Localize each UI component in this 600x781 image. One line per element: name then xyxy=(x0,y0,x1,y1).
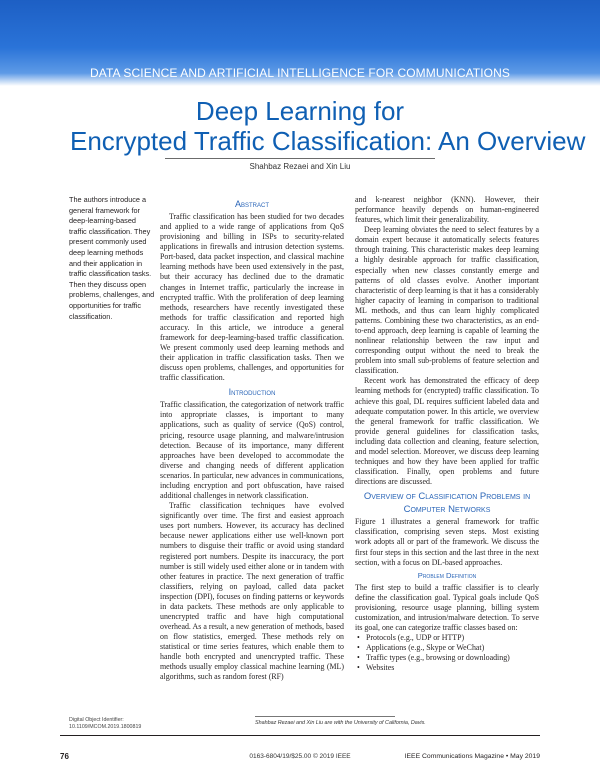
journal-issue: IEEE Communications Magazine • May 2019 xyxy=(404,753,540,760)
section-title: DATA SCIENCE AND ARTIFICIAL INTELLIGENCE FOR COMMUNICATIONS xyxy=(90,66,510,80)
list-item: • Protocols (e.g., UDP or HTTP) xyxy=(357,633,539,643)
doi-block xyxy=(69,717,189,731)
list-item: • Applications (e.g., Skype or WeChat) xyxy=(357,643,539,653)
problem-definition-paragraph: The first step to build a traffic classifier is to clearly define the classification goal. Typical goals include QoS provisioning, resource usage planning, billing system customization, and intrusion/malware detection. To serve its goal, one can categorize traffic classes based on: xyxy=(355,582,539,632)
continued-paragraph: and k-nearest neighbor (KNN). However, their performance heavily depends on human-engineered features, which limit their generalizability. xyxy=(355,195,539,225)
sidebar-line: present commonly used xyxy=(69,237,147,247)
deep-learning-paragraph: Deep learning obviates the need to select features by a domain expert because it automatically selects features through training. This characteristic makes deep learning a highly desirable approach for traffic classification, especially when new classes constantly emerge and patterns of old classes evolve. Another important characteristic of deep learning is that it has a considerably higher capacity of learning in comparison to traditional ML methods, and thus can learn highly complicated patterns. Combining these two characteristics, as an end-to-end approach, deep learning is capable of learning the nonlinear relationship between the raw input and corresponding output without the need to break the problem into small sub-problems of feature selection and classification. xyxy=(355,225,539,376)
overview-paragraph: Figure 1 illustrates a general framework for traffic classification, comprising seven steps. Most existing work adopts all or part of the framework. We discuss the first four steps in this section and the last three in the next section, with a focus on DL-based approaches. xyxy=(355,517,539,567)
sidebar-line: Then they discuss open xyxy=(69,279,147,289)
column-left xyxy=(160,195,344,683)
sidebar-line: classification. xyxy=(69,311,113,321)
list-item: • Websites xyxy=(357,663,539,673)
affiliation-divider xyxy=(255,716,395,717)
intro-paragraph-1: Traffic classification, the categorization of network traffic into appropriate classes, is important to many applications, such as quality of service (QoS) control, pricing, resource usage planning, and malware/intrusion detection. Because of its importance, many different approaches have been developed to accommodate the diverse and changing needs of different application scenarios. In particular, new advances in communications, including encryption and port obfuscation, have raised additional challenges in network classification. xyxy=(160,400,344,501)
problem-definition-heading: Problem Definition xyxy=(417,570,477,580)
sidebar-line: opportunities for traffic xyxy=(69,300,142,310)
list-item: • Traffic types (e.g., browsing or downloading) xyxy=(357,653,539,663)
overview-heading-line-2: Computer Networks xyxy=(403,504,491,516)
abstract-heading: Abstract xyxy=(234,199,269,209)
introduction-heading: Introduction xyxy=(228,387,276,398)
overview-heading xyxy=(355,490,539,516)
sidebar-line: general framework for xyxy=(69,205,140,215)
sidebar-summary xyxy=(69,195,162,322)
sidebar-line: deep-learning-based xyxy=(69,216,136,226)
title-line-2: Encrypted Traffic Classification: An Overview xyxy=(70,126,586,156)
doi-label: Digital Object Identifier: xyxy=(69,717,124,723)
authors: Shahbaz Rezaei and Xin Liu xyxy=(249,162,351,171)
overview-heading-line-1: Overview of Classification Problems in xyxy=(363,491,531,503)
author-affiliation: Shahbaz Rezaei and Xin Liu are with the University of California, Davis. xyxy=(255,720,426,726)
title-divider xyxy=(165,158,435,159)
class-basis-list xyxy=(355,633,539,673)
sidebar-line: problems, challenges, and xyxy=(69,290,155,300)
sidebar-line: traffic classification tasks. xyxy=(69,269,152,279)
sidebar-line: The authors introduce a xyxy=(69,195,147,204)
intro-paragraph-2: Traffic classification techniques have evolved significantly over time. The first and easiest approach uses port numbers. However, its accuracy has declined because newer applications either use well-known port numbers to disguise their traffic or avoid using standard registered port numbers. Despite its inaccuracy, the port number is still widely used either alone or in tandem with other features in practice. The next generation of traffic classifiers, relying on payload, called data packet inspection (DPI), focuses on finding patterns or keywords in data packets. These methods are only applicable to unencrypted traffic and have high computational overhead. As a result, a new generation of methods, based on flow statistics, emerged. These methods rely on statistical or time series features, which enable them to handle both encrypted and unencrypted traffic. These methods usually employ classical machine learning (ML) algorithms, such as random forest (RF) xyxy=(160,501,344,682)
title-line-1: Deep Learning for xyxy=(195,96,405,126)
recent-work-paragraph: Recent work has demonstrated the efficacy of deep learning methods for (encrypted) traffic classification. To achieve this goal, DL requires sufficient labeled data and adequate computation power. In this article, we overview the general framework for traffic classification. We provide general guidelines for classification tasks, including data collection and cleaning, feature selection, and model selection. Moreover, we discuss deep learning techniques and how they have been applied for traffic classification. Finally, open problems and future directions are discussed. xyxy=(355,376,539,487)
sidebar-line: traffic classification. They xyxy=(69,226,151,236)
article-title xyxy=(70,96,586,156)
footer-divider xyxy=(60,735,540,736)
page-number: 76 xyxy=(60,752,69,761)
abstract-text: Traffic classification has been studied for two decades and applied to a wide range of applications from QoS provisioning and billing in ISPs to security-related applications in firewalls and intrusion detection systems. Port-based, data packet inspection, and classical machine learning methods have been used extensively in the past, but their accuracy has declined due to the dramatic changes in Internet traffic, particularly the increase in encrypted traffic. With the proliferation of deep learning methods, researchers have recently investigated these methods for traffic classification and reported high accuracy. In this article, we introduce a general framework for deep-learning-based traffic classification. We present commonly used deep learning methods and their application in traffic classification tasks. Then we discuss open problems, challenges, and opportunities for traffic classification. xyxy=(160,212,344,383)
column-right xyxy=(355,195,539,673)
doi-value: 10.1109/MCOM.2019.1800819 xyxy=(69,724,142,730)
issn-copyright: 0163-6804/19/$25.00 © 2019 IEEE xyxy=(249,753,351,760)
sidebar-line: and their application in xyxy=(69,258,143,268)
sidebar-line: deep learning methods xyxy=(69,247,144,257)
